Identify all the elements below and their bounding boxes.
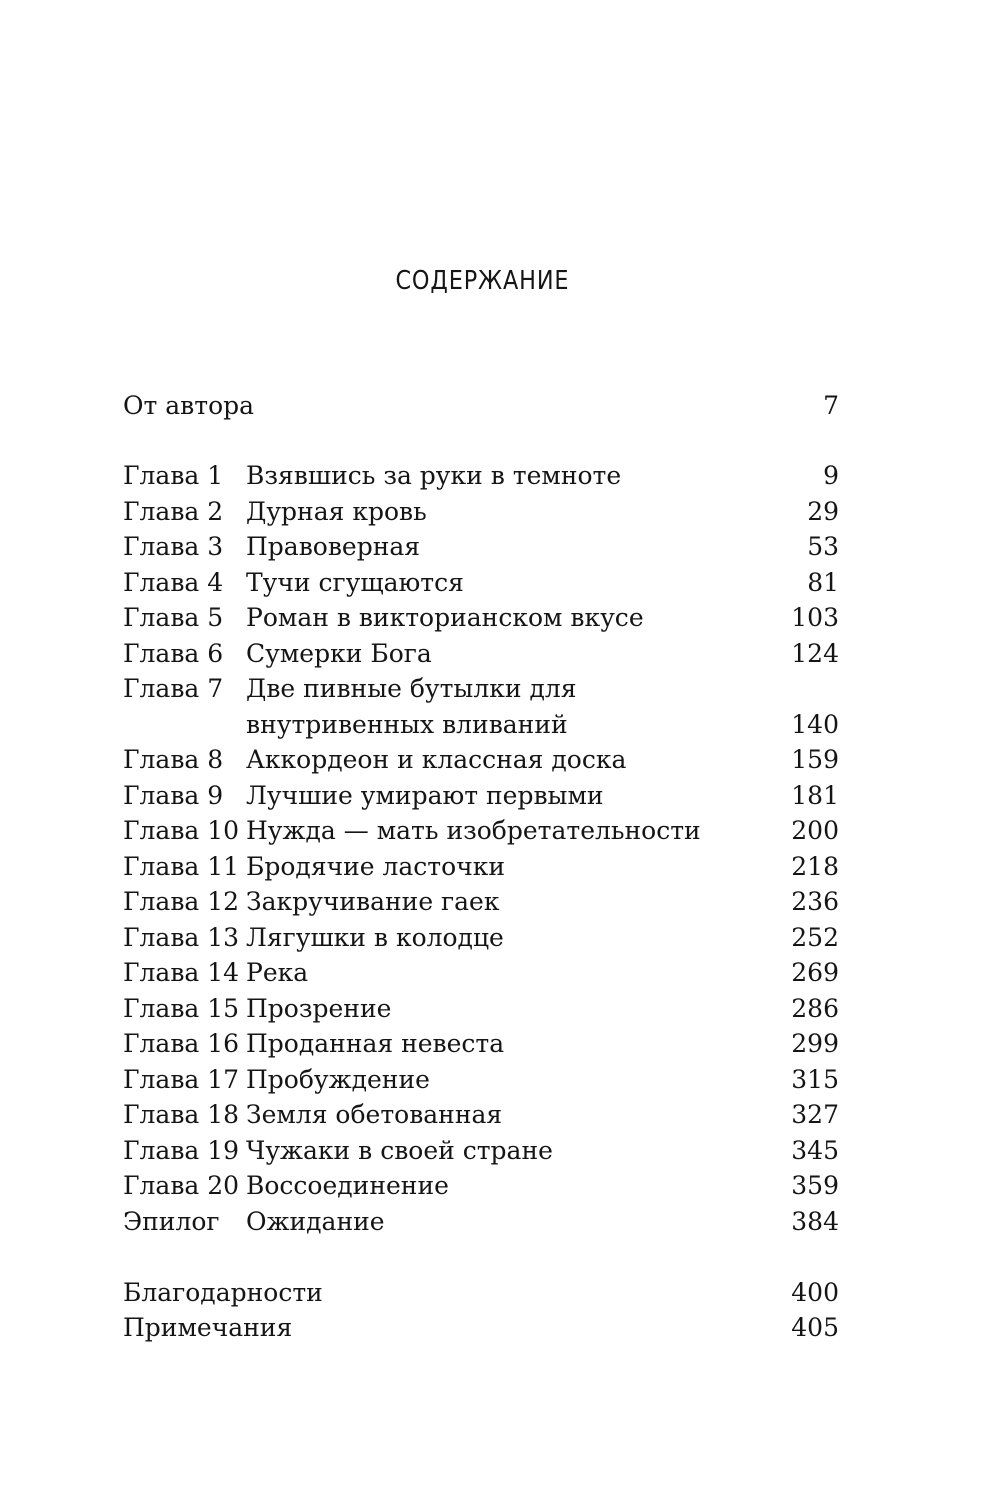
toc-entry-notes [123,1310,839,1346]
toc-entry-chapter-1 [123,458,839,494]
toc-entry-chapter-19 [123,1133,839,1169]
chapter-label: Глава 2 [123,497,224,526]
chapter-label: Глава 9 [123,781,224,810]
chapter-title: Лучшие умирают первыми [246,781,604,810]
chapter-title: Ожидание [246,1207,385,1236]
entry-page-number: 7 [823,391,839,420]
chapter-label: Глава 18 [123,1100,240,1129]
toc-entry-chapter-13 [123,920,839,956]
chapter-title: Воссоединение [246,1171,449,1200]
chapter-label: Глава 12 [123,887,240,916]
chapter-label: Эпилог [123,1207,220,1236]
chapter-label: Глава 4 [123,568,224,597]
chapter-label: Глава 19 [123,1136,240,1165]
entry-title: Примечания [123,1313,293,1342]
toc-entry-chapter-20 [123,1168,839,1204]
entry-page-number: 124 [791,639,839,668]
toc-entry-chapter-7 [123,671,839,743]
chapter-label: Глава 7 [123,674,224,703]
toc-entry-chapter-5 [123,600,839,636]
chapter-title: Тучи сгущаются [246,568,464,597]
toc-entry-chapter-11 [123,849,839,885]
entry-page-number: 103 [791,603,839,632]
chapter-title: Лягушки в колодце [246,923,504,952]
chapter-label: Глава 10 [123,816,240,845]
entry-page-number: 269 [791,958,839,987]
entry-page-number: 218 [791,852,839,881]
chapter-title: Проданная невеста [246,1029,505,1058]
chapter-title: Река [246,958,309,987]
entry-page-number: 181 [791,781,839,810]
entry-page-number: 299 [791,1029,839,1058]
chapter-title: Чужаки в своей стране [246,1136,553,1165]
entry-title: От автора [123,391,255,420]
chapter-label: Глава 14 [123,958,240,987]
entry-page-number: 53 [807,532,839,561]
toc-entry-chapter-2 [123,494,839,530]
chapter-title: Дурная кровь [246,497,427,526]
chapter-title: Две пивные бутылки для внутривенных вливаний [246,674,577,739]
toc-entry-chapter-17 [123,1062,839,1098]
chapter-title: Прозрение [246,994,392,1023]
toc-entry-chapter-6 [123,636,839,672]
chapter-label: Глава 16 [123,1029,240,1058]
entry-page-number: 400 [791,1278,839,1307]
entry-page-number: 200 [791,816,839,845]
toc-entry-chapter-4 [123,565,839,601]
toc-entry-chapter-12 [123,884,839,920]
entry-page-number: 9 [823,461,839,490]
chapter-title: Аккордеон и классная доска [246,745,627,774]
entry-page-number: 359 [791,1171,839,1200]
entry-page-number: 345 [791,1136,839,1165]
chapter-label: Глава 8 [123,745,224,774]
toc-entry-acknowledgements [123,1275,839,1311]
entry-page-number: 236 [791,887,839,916]
entry-page-number: 315 [791,1065,839,1094]
chapter-title: Правоверная [246,532,421,561]
toc-entry-chapter-8 [123,742,839,778]
page-title: СОДЕРЖАНИЕ [395,266,570,296]
chapter-label: Глава 3 [123,532,224,561]
chapter-label: Глава 6 [123,639,224,668]
toc-entry-chapter-10 [123,813,839,849]
chapter-label: Глава 20 [123,1171,240,1200]
chapter-title: Бродячие ласточки [246,852,506,881]
chapter-title: Взявшись за руки в темноте [246,461,622,490]
chapter-label: Глава 15 [123,994,240,1023]
toc-entry-epilogue [123,1204,839,1240]
chapter-title: Нужда — мать изобретательности [246,816,701,845]
chapter-label: Глава 1 [123,461,224,490]
entry-page-number: 159 [791,745,839,774]
toc-entry-chapter-9 [123,778,839,814]
entry-page-number: 81 [807,568,839,597]
chapter-title: Роман в викторианском вкусе [246,603,644,632]
entry-page-number: 384 [791,1207,839,1236]
entry-page-number: 252 [791,923,839,952]
toc-entry-chapter-16 [123,1026,839,1062]
chapter-label: Глава 13 [123,923,240,952]
toc-entry-foreword [123,388,839,424]
chapter-title: Пробуждение [246,1065,430,1094]
chapter-label: Глава 11 [123,852,240,881]
chapter-title: Закручивание гаек [246,887,500,916]
entry-page-number: 286 [791,994,839,1023]
chapter-label: Глава 17 [123,1065,240,1094]
toc-entry-chapter-18 [123,1097,839,1133]
entry-page-number: 327 [791,1100,839,1129]
entry-page-number: 140 [791,710,839,739]
toc-entry-chapter-15 [123,991,839,1027]
entry-page-number: 405 [791,1313,839,1342]
entry-title: Благодарности [123,1278,323,1307]
toc-entry-chapter-14 [123,955,839,991]
entry-page-number: 29 [807,497,839,526]
chapter-label: Глава 5 [123,603,224,632]
chapter-title: Сумерки Бога [246,639,432,668]
toc-entry-chapter-3 [123,529,839,565]
chapter-title: Земля обетованная [246,1100,503,1129]
